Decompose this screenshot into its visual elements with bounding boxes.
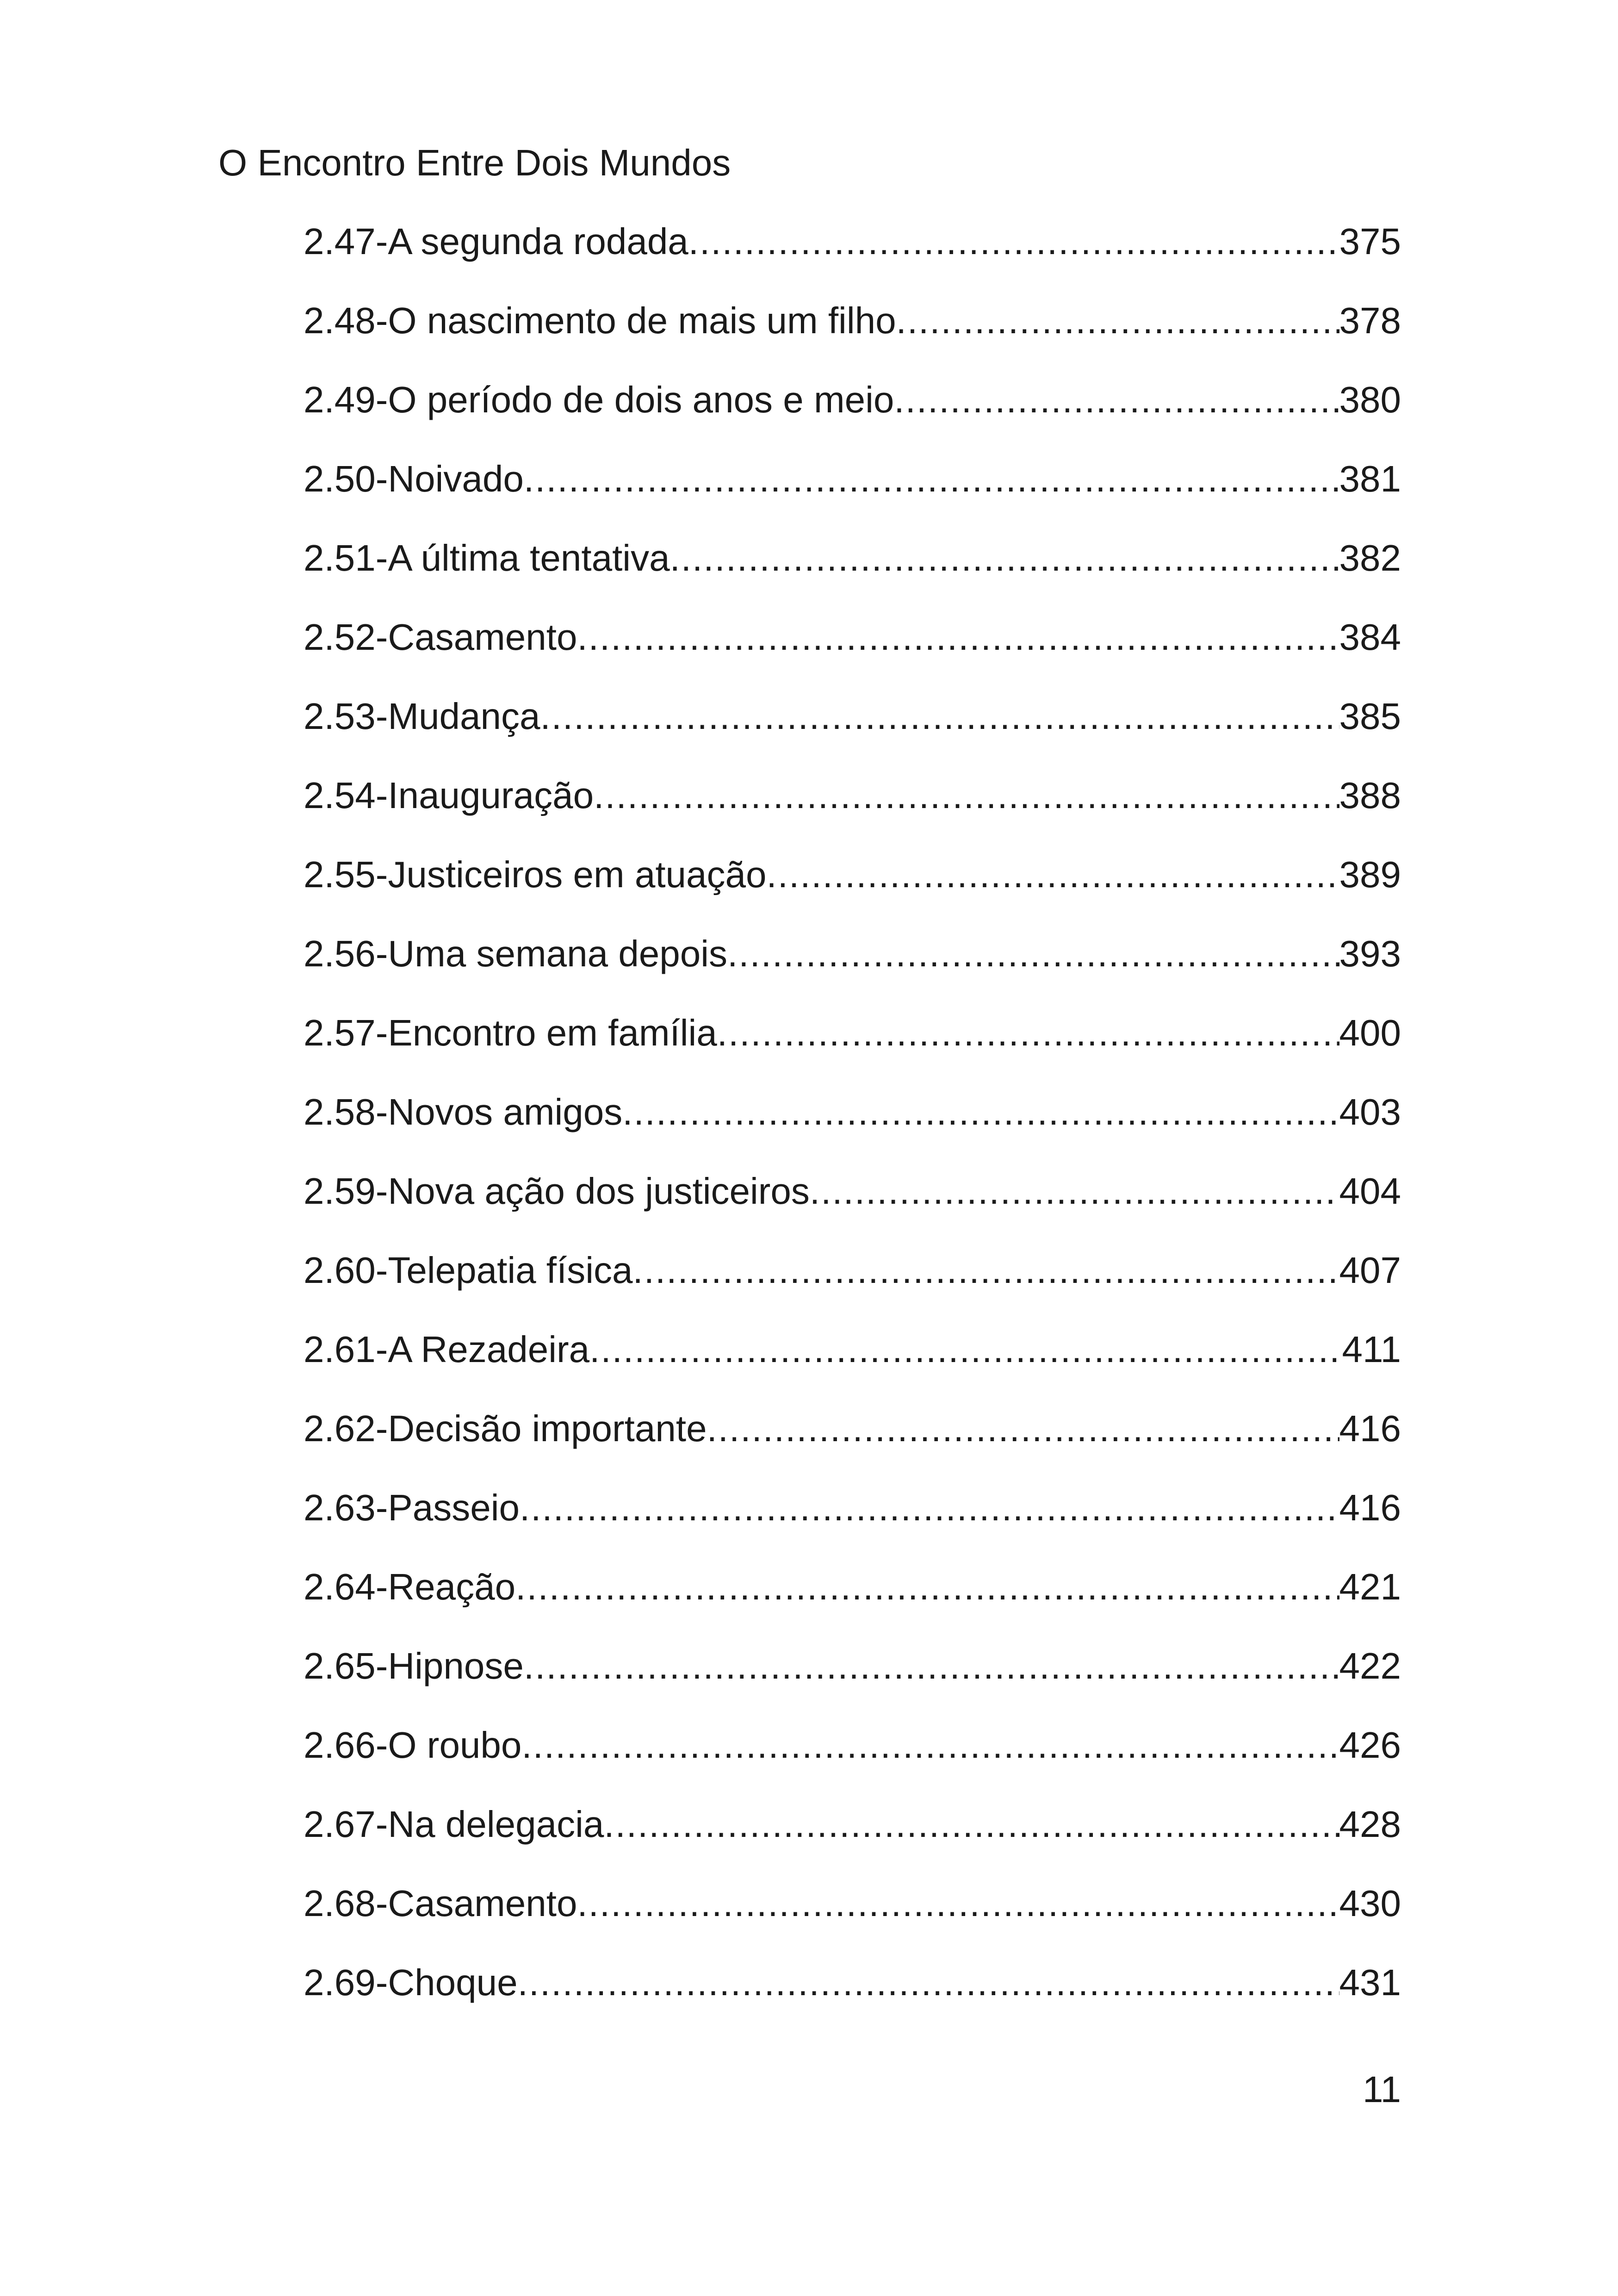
page-number: 11	[1362, 2069, 1401, 2110]
toc-entry-title: 2.59-Nova ação dos justiceiros	[304, 1170, 810, 1212]
toc-dot-leader	[589, 1322, 1342, 1377]
toc-entry-page: 388	[1339, 775, 1401, 816]
toc-entry-page: 375	[1339, 221, 1401, 262]
toc-entry-title: 2.55-Justiceiros em atuação	[304, 854, 767, 895]
toc-dot-leader	[520, 1480, 1339, 1536]
toc-entry-title: 2.51-A última tentativa	[304, 537, 670, 579]
toc-entry-page: 381	[1339, 458, 1401, 499]
toc-entry-title: 2.64-Reação	[304, 1566, 516, 1607]
toc-entry-page: 411	[1342, 1329, 1401, 1370]
toc-entry-page: 428	[1339, 1804, 1401, 1845]
toc-entry-title: 2.68-Casamento	[304, 1883, 577, 1924]
toc-dot-leader	[896, 293, 1339, 348]
toc-entry-page: 384	[1339, 616, 1401, 658]
toc-entry-title: 2.49-O período de dois anos e meio	[304, 379, 894, 420]
toc-entry-title: 2.66-O roubo	[304, 1724, 522, 1766]
toc-entry	[304, 1164, 1401, 1243]
toc-entry	[304, 293, 1401, 372]
toc-entry-title: 2.53-Mudança	[304, 696, 540, 737]
toc-entry	[304, 1401, 1401, 1480]
toc-dot-leader	[518, 1955, 1339, 2010]
toc-entry-title: 2.62-Decisão importante	[304, 1408, 707, 1449]
toc-entry	[304, 530, 1401, 610]
toc-dot-leader	[594, 768, 1339, 823]
toc-entry-title: 2.52-Casamento	[304, 616, 577, 658]
toc-dot-leader	[717, 1005, 1339, 1061]
table-of-contents	[304, 214, 1401, 2034]
toc-dot-leader	[524, 451, 1339, 507]
toc-entry-page: 407	[1339, 1250, 1401, 1291]
toc-entry-page: 380	[1339, 379, 1401, 420]
toc-entry-page: 389	[1339, 854, 1401, 895]
toc-dot-leader	[688, 214, 1339, 269]
toc-entry	[304, 1084, 1401, 1164]
toc-dot-leader	[622, 1084, 1339, 1140]
toc-entry	[304, 451, 1401, 530]
toc-dot-leader	[521, 1717, 1339, 1773]
toc-dot-leader	[810, 1164, 1339, 1219]
toc-entry-page: 422	[1339, 1645, 1401, 1686]
toc-dot-leader	[540, 689, 1339, 744]
toc-entry-title: 2.61-A Rezadeira	[304, 1329, 590, 1370]
toc-entry-page: 400	[1339, 1012, 1401, 1053]
toc-entry	[304, 1955, 1401, 2034]
toc-entry-page: 426	[1339, 1724, 1401, 1766]
toc-entry-page: 378	[1339, 300, 1401, 341]
toc-dot-leader	[633, 1243, 1339, 1298]
toc-dot-leader	[767, 847, 1339, 902]
toc-dot-leader	[515, 1559, 1339, 1615]
toc-entry-page: 382	[1339, 537, 1401, 579]
toc-dot-leader	[727, 926, 1339, 982]
toc-entry-title: 2.65-Hipnose	[304, 1645, 524, 1686]
toc-entry	[304, 1480, 1401, 1559]
toc-entry-title: 2.48-O nascimento de mais um filho	[304, 300, 896, 341]
toc-entry-title: 2.60-Telepatia física	[304, 1250, 633, 1291]
toc-entry-title: 2.69-Choque	[304, 1962, 518, 2003]
toc-entry	[304, 1243, 1401, 1322]
toc-dot-leader	[577, 610, 1339, 665]
toc-entry-page: 416	[1339, 1487, 1401, 1528]
toc-entry-title: 2.54-Inauguração	[304, 775, 594, 816]
toc-entry	[304, 1559, 1401, 1638]
toc-entry	[304, 926, 1401, 1005]
toc-entry-title: 2.67-Na delegacia	[304, 1804, 604, 1845]
toc-entry-page: 416	[1339, 1408, 1401, 1449]
toc-dot-leader	[670, 530, 1339, 586]
toc-entry-page: 385	[1339, 696, 1401, 737]
toc-entry-title: 2.58-Novos amigos	[304, 1091, 623, 1132]
toc-entry	[304, 1005, 1401, 1084]
toc-entry	[304, 1876, 1401, 1955]
toc-entry-title: 2.50-Noivado	[304, 458, 524, 499]
toc-entry	[304, 689, 1401, 768]
toc-dot-leader	[577, 1876, 1339, 1931]
running-header: O Encontro Entre Dois Mundos	[218, 142, 731, 183]
toc-entry-page: 421	[1339, 1566, 1401, 1607]
toc-entry-page: 403	[1339, 1091, 1401, 1132]
toc-entry	[304, 372, 1401, 451]
toc-entry	[304, 610, 1401, 689]
toc-entry	[304, 847, 1401, 926]
toc-entry-title: 2.57-Encontro em família	[304, 1012, 717, 1053]
toc-entry-title: 2.63-Passeio	[304, 1487, 520, 1528]
toc-entry	[304, 1322, 1401, 1401]
toc-entry	[304, 1638, 1401, 1717]
toc-entry	[304, 1717, 1401, 1797]
toc-dot-leader	[707, 1401, 1339, 1456]
toc-entry-page: 431	[1339, 1962, 1401, 2003]
toc-entry	[304, 768, 1401, 847]
toc-entry-title: 2.56-Uma semana depois	[304, 933, 728, 974]
toc-entry-title: 2.47-A segunda rodada	[304, 221, 688, 262]
toc-entry-page: 404	[1339, 1170, 1401, 1212]
toc-entry-page: 430	[1339, 1883, 1401, 1924]
toc-dot-leader	[604, 1797, 1339, 1852]
toc-dot-leader	[524, 1638, 1339, 1694]
toc-dot-leader	[894, 372, 1339, 428]
toc-entry-page: 393	[1339, 933, 1401, 974]
toc-entry	[304, 214, 1401, 293]
toc-entry	[304, 1797, 1401, 1876]
